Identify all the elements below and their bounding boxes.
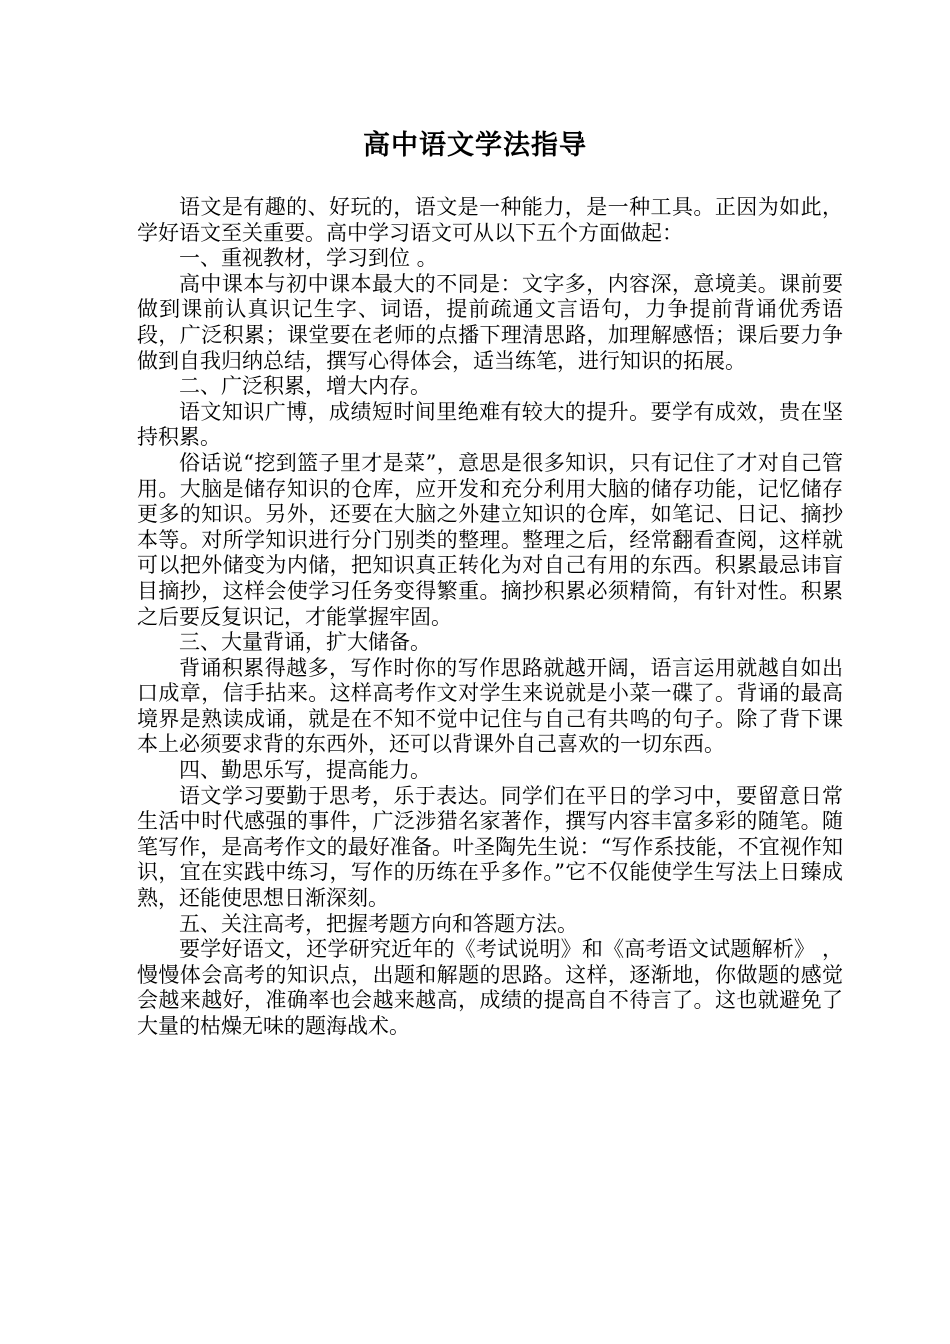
paragraph: 语文知识广博，成绩短时间里绝难有较大的提升。要学有成效，贵在坚持积累。 bbox=[137, 399, 843, 450]
paragraph: 俗话说“挖到篮子里才是菜”，意思是很多知识，只有记住了才对自己管用。大脑是储存知识的仓库，应开发和充分利用大脑的储存功能，记忆储存更多的知识。另外，还要在大脑之外建立知识的仓库，如笔记、日记、摘抄本等。对所学知识进行分门别类的整理。整理之后，经常翻看查阅，这样就可以把外储变为内储，把知识真正转化为对自己有用的东西。积累最忌讳盲目摘抄，这样会使学习任务变得繁重。摘抄积累必须精简，有针对性。积累之后要反复识记，才能掌握牢固。 bbox=[137, 450, 843, 629]
section-heading-4: 四、勤思乐写，提高能力。 bbox=[179, 758, 431, 783]
document-body bbox=[137, 195, 843, 1040]
section-heading-5: 五、关注高考，把握考题方向和答题方法。 bbox=[179, 911, 578, 936]
paragraph: 要学好语文，还学研究近年的《考试说明》和《高考语文试题解析》 ，慢慢体会高考的知识点，出题和解题的思路。这样，逐渐地，你做题的感觉会越来越好，准确率也会越来越高，成绩的提高自不待言了。这也就避免了大量的枯燥无味的题海战术。 bbox=[137, 937, 843, 1038]
section-heading-2: 二、广泛积累，增大内存。 bbox=[179, 374, 431, 399]
paragraph: 语文学习要勤于思考，乐于表达。同学们在平日的学习中，要留意日常生活中时代感强的事件，广泛涉猎名家著作，撰写内容丰富多彩的随笔。随笔写作，是高考作文的最好准备。叶圣陶先生说：“写作系技能，不宜视作知识，宜在实践中练习，写作的历练在乎多作。”它不仅能使学生写法上日臻成熟，还能使思想日渐深刻。 bbox=[137, 783, 843, 911]
section-heading-3: 三、大量背诵，扩大储备。 bbox=[179, 630, 431, 655]
section-heading-1: 一、重视教材，学习到位 。 bbox=[179, 246, 438, 271]
paragraph-intro: 语文是有趣的、好玩的，语文是一种能力，是一种工具。正因为如此，学好语文至关重要。高中学习语文可从以下五个方面做起： bbox=[137, 195, 843, 245]
document-title: 高中语文学法指导 bbox=[363, 130, 587, 161]
paragraph: 高中课本与初中课本最大的不同是：文字多，内容深，意境美。课前要做到课前认真识记生字、词语，提前疏通文言语句，力争提前背诵优秀语段，广泛积累；课堂要在老师的点播下理清思路，加理解感悟；课后要力争做到自我归纳总结，撰写心得体会，适当练笔，进行知识的拓展。 bbox=[137, 271, 843, 373]
paragraph: 背诵积累得越多，写作时你的写作思路就越开阔，语言运用就越自如出口成章，信手拈来。这样高考作文对学生来说就是小菜一碟了。背诵的最高境界是熟读成诵，就是在不知不觉中记住与自己有共鸣的句子。除了背下课本上必须要求背的东西外，还可以背课外自己喜欢的一切东西。 bbox=[137, 655, 843, 757]
